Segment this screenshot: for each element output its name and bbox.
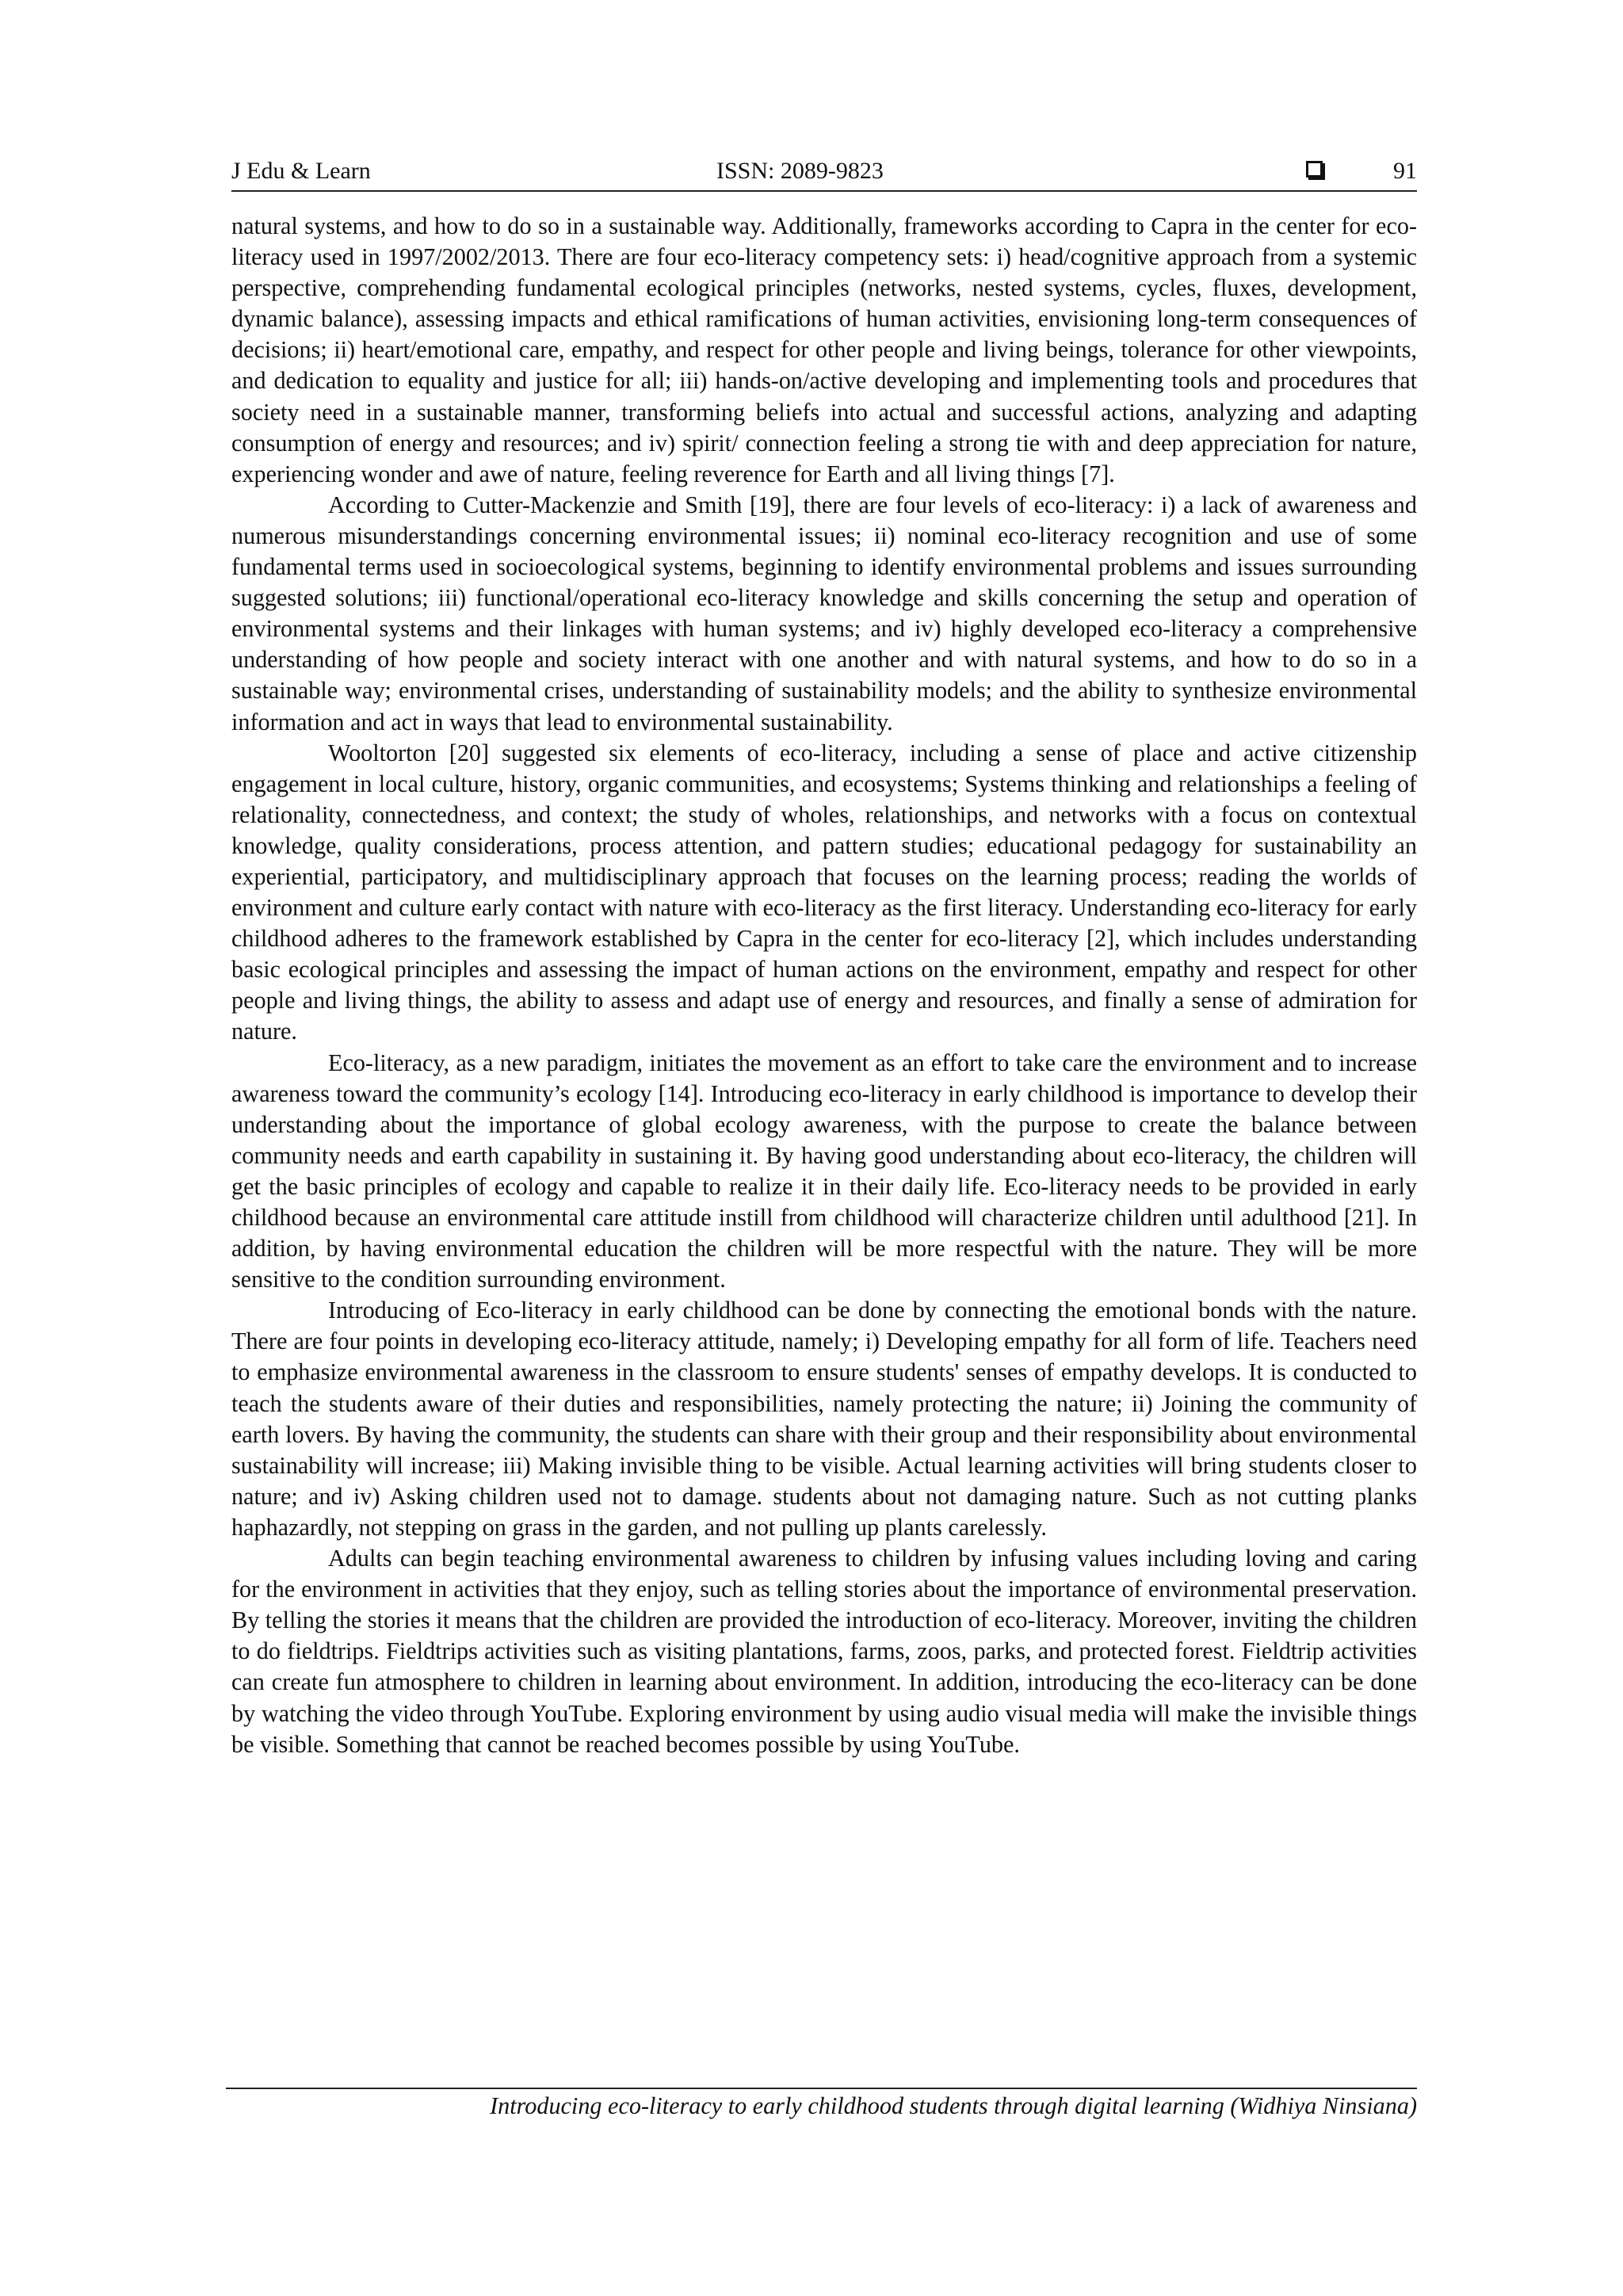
issn-label: ISSN: 2089-9823 [716, 158, 884, 184]
paragraph-introducing-eco-literacy: Introducing of Eco-literacy in early childhood can be done by connecting the emotional bonds with the nature. There are four points in developing eco-literacy attitude, namely; i) Developing empathy for all form of life. Teachers need to emphasize environmental awareness in the classroom to ensure students' senses of empathy develops. It is conducted to teach the students aware of their duties and responsibilities, namely protecting the nature; ii) Joining the community of earth lovers. By having the community, the students can share with their group and their responsibility about environmental sustainability will increase; iii) Making invisible thing to be visible. Actual learning activities will bring students closer to nature; and iv) Asking children used not to damage. students about not damaging nature. Such as not cutting planks haphazardly, not stepping on grass in the garden, and not pulling up plants carelessly. [231, 1297, 1417, 1541]
page-number: 91 [1393, 158, 1417, 184]
journal-name: J Edu & Learn [231, 158, 371, 184]
paragraph-eco-literacy-levels: According to Cutter-Mackenzie and Smith [19], there are four levels of eco-literacy: i) a lack of awareness and numerous misunderstandings concerning environmental issues; ii) nominal eco-literacy recognition and use of some fundamental terms used in socioecological systems, beginning to identify environmental problems and issues surrounding suggested solutions; iii) functional/operational eco-literacy knowledge and skills concerning the setup and operation of environmental systems and their linkages with human systems; and iv) highly developed eco-literacy a comprehensive understanding of how people and society interact with one another and with natural systems, and how to do so in a sustainable way; environmental crises, understanding of sustainability models; and the ability to synthesize environmental information and act in ways that lead to environmental sustainability. [231, 491, 1417, 735]
article-body [231, 211, 1417, 1760]
footer-divider [226, 2088, 1417, 2089]
paragraph-continuation: natural systems, and how to do so in a sustainable way. Additionally, frameworks according to Capra in the center for eco-literacy used in 1997/2002/2013. There are four eco-literacy competency sets: i) head/cognitive approach from a systemic perspective, comprehending fundamental ecological principles (networks, nested systems, cycles, fluxes, development, dynamic balance), assessing impacts and ethical ramifications of human activities, envisioning long-term consequences of decisions; ii) heart/emotional care, empathy, and respect for other people and living beings, tolerance for other viewpoints, and dedication to equality and justice for all; iii) hands-on/active developing and implementing tools and procedures that society need in a sustainable manner, transforming beliefs into actual and successful actions, analyzing and adapting consumption of energy and resources; and iv) spirit/ connection feeling a strong tie with and deep appreciation for nature, experiencing wonder and awe of nature, feeling reverence for Earth and all living things [7]. [231, 212, 1417, 487]
paragraph-eco-literacy-elements: Wooltorton [20] suggested six elements of eco-literacy, including a sense of place and active citizenship engagement in local culture, history, organic communities, and ecosystems; Systems thinking and relationships a feeling of relationality, connectedness, and context; the study of wholes, relationships, and networks with a focus on contextual knowledge, quality considerations, process attention, and pattern studies; educational pedagogy for sustainability an experiential, participatory, and multidisciplinary approach that focuses on the learning process; reading the worlds of environment and culture early contact with nature with eco-literacy as the first literacy. Understanding eco-literacy for early childhood adheres to the framework established by Capra in the center for eco-literacy [2], which includes understanding basic ecological principles and assessing the impact of human actions on the environment, empathy and respect for other people and living things, the ability to assess and adapt use of energy and resources, and finally a sense of admiration for nature. [231, 739, 1417, 1045]
running-footer-title: Introducing eco-literacy to early childhood students through digital learning (Widhiya Ninsiana) [490, 2092, 1417, 2119]
square-box-icon [1306, 161, 1323, 178]
page-header [231, 154, 1417, 192]
paragraph-adults-teaching: Adults can begin teaching environmental awareness to children by infusing values including loving and caring for the environment in activities that they enjoy, such as telling stories about the importance of environmental preservation. By telling the stories it means that the children are provided the introduction of eco-literacy. Moreover, inviting the children to do fieldtrips. Fieldtrips activities such as visiting plantations, farms, zoos, parks, and protected forest. Fieldtrip activities can create fun atmosphere to children in learning about environment. In addition, introducing the eco-literacy can be done by watching the video through YouTube. Exploring environment by using audio visual media will make the invisible things be visible. Something that cannot be reached becomes possible by using YouTube. [231, 1545, 1417, 1758]
paragraph-new-paradigm: Eco-literacy, as a new paradigm, initiates the movement as an effort to take care the environment and to increase awareness toward the community’s ecology [14]. Introducing eco-literacy in early childhood is importance to develop their understanding about the importance of global ecology awareness, with the purpose to create the balance between community needs and earth capability in sustaining it. By having good understanding about eco-literacy, the children will get the basic principles of ecology and capable to realize it in their daily life. Eco-literacy needs to be provided in early childhood because an environmental care attitude instill from childhood will characterize children until adulthood [21]. In addition, by having environmental education the children will be more respectful with the nature. They will be more sensitive to the condition surrounding environment. [231, 1049, 1417, 1293]
